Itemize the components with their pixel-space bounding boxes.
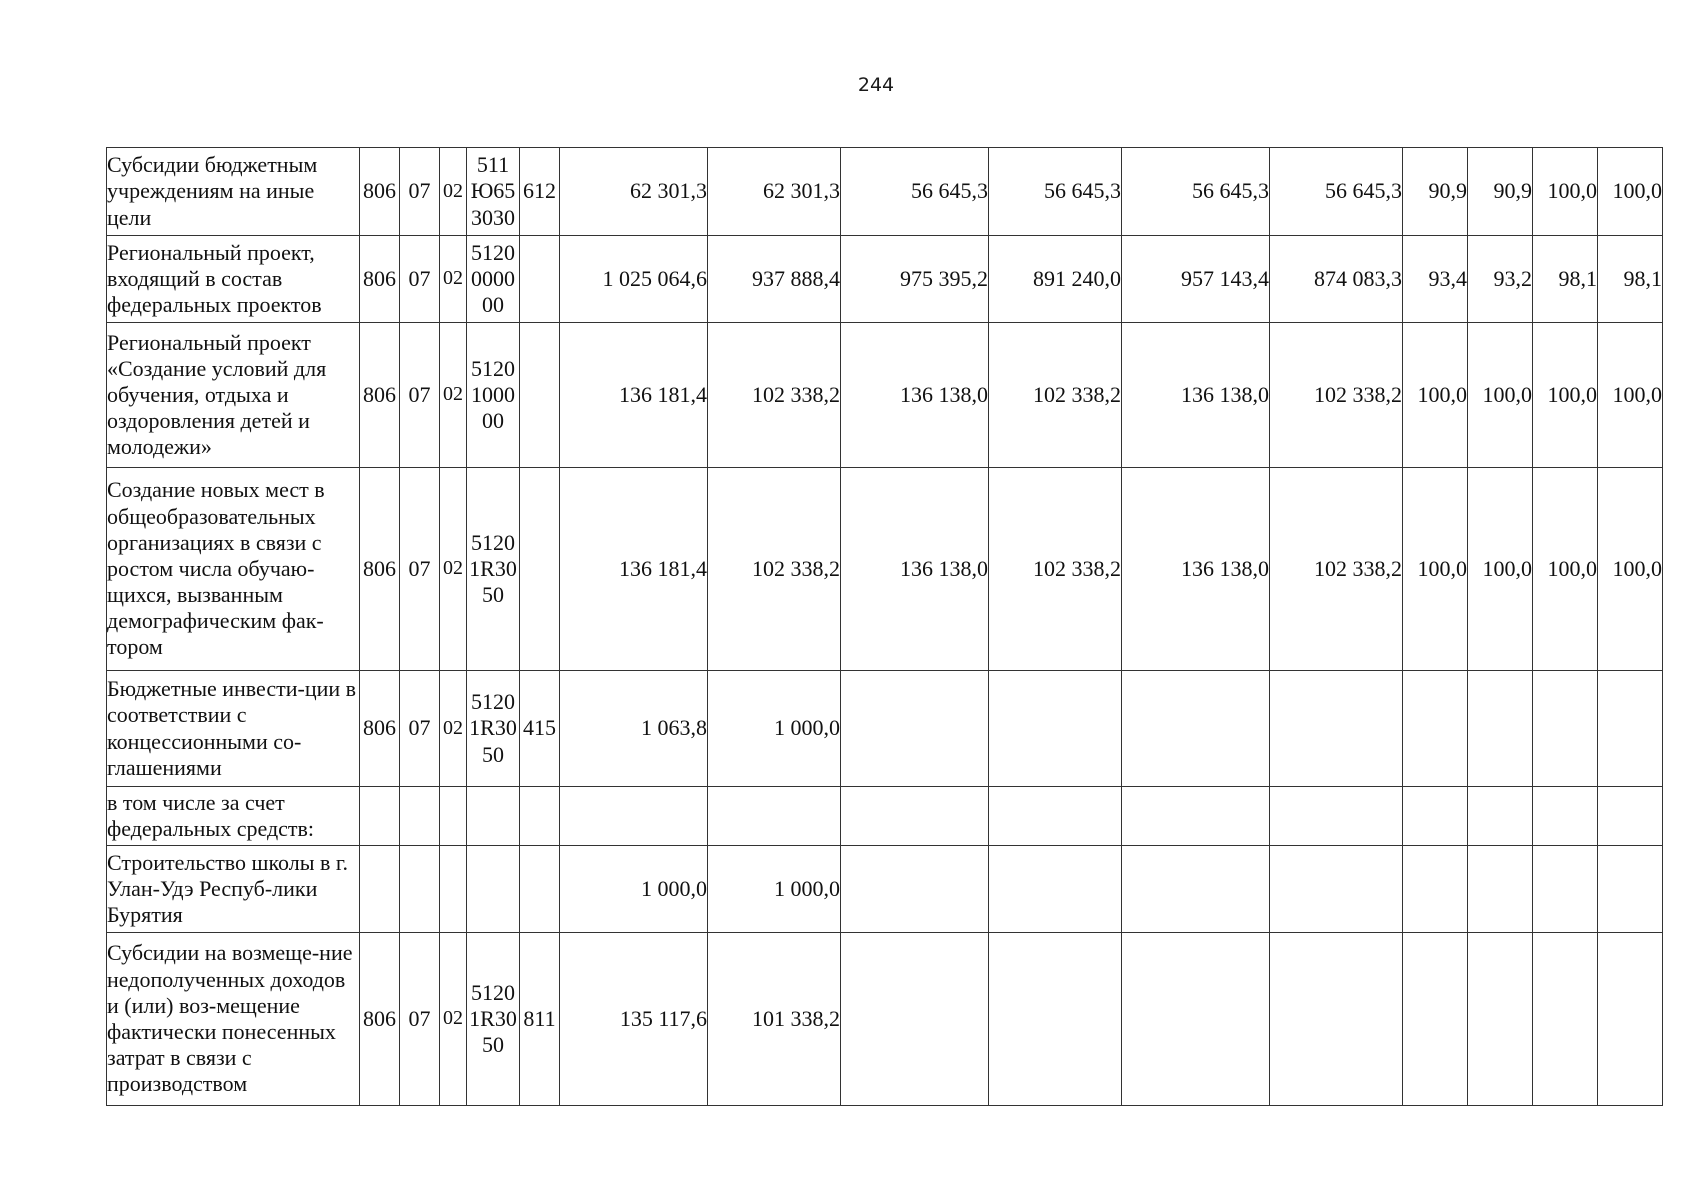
amount-cell: 891 240,0 [989, 236, 1122, 323]
percent-cell [1403, 933, 1468, 1106]
percent-cell [1403, 787, 1468, 846]
target-article-code [467, 846, 520, 933]
amount-cell: 56 645,3 [1270, 148, 1403, 236]
row-name: в том числе за счет федеральных средств: [107, 787, 360, 846]
expense-type-code [520, 236, 560, 323]
amount-cell: 102 338,2 [708, 468, 841, 671]
amount-cell [1122, 933, 1270, 1106]
amount-cell [560, 787, 708, 846]
target-article-part: 1R30 [469, 1005, 517, 1031]
amount-cell: 1 000,0 [708, 671, 841, 787]
percent-cell: 100,0 [1598, 148, 1663, 236]
percent-cell [1598, 933, 1663, 1106]
percent-cell: 100,0 [1468, 468, 1533, 671]
amount-cell [1122, 846, 1270, 933]
expense-type-code: 612 [520, 148, 560, 236]
section-code: 07 [400, 236, 440, 323]
amount-cell [1122, 671, 1270, 787]
amount-cell [841, 846, 989, 933]
amount-cell: 874 083,3 [1270, 236, 1403, 323]
percent-cell [1598, 787, 1663, 846]
percent-cell: 100,0 [1598, 323, 1663, 468]
table-row [107, 787, 1663, 846]
percent-cell: 100,0 [1533, 148, 1598, 236]
target-article-part: 50 [482, 741, 504, 767]
amount-cell [1270, 846, 1403, 933]
expense-type-code [520, 468, 560, 671]
percent-cell [1468, 933, 1533, 1106]
amount-cell: 102 338,2 [1270, 468, 1403, 671]
subsection-code [440, 846, 467, 933]
section-code: 07 [400, 323, 440, 468]
subsection-code [440, 787, 467, 846]
row-name: Субсидии бюджетным учреждениям на иные цели [107, 148, 360, 236]
target-article-code [467, 236, 520, 323]
amount-cell: 1 063,8 [560, 671, 708, 787]
expense-type-code [520, 846, 560, 933]
subsection-code: 02 [440, 671, 467, 787]
row-name: Региональный проект «Создание условий для обучения, отдыха и оздоровления детей и молодежи» [107, 323, 360, 468]
amount-cell: 136 181,4 [560, 323, 708, 468]
percent-cell [1403, 846, 1468, 933]
target-article-part: 5120 [471, 529, 515, 555]
grbs-code [360, 787, 400, 846]
section-code [400, 846, 440, 933]
percent-cell: 100,0 [1403, 323, 1468, 468]
table-row [107, 236, 1663, 323]
amount-cell: 56 645,3 [841, 148, 989, 236]
amount-cell: 136 138,0 [841, 323, 989, 468]
target-article-code [467, 671, 520, 787]
amount-cell: 975 395,2 [841, 236, 989, 323]
target-article-part: 5120 [471, 239, 515, 265]
expense-type-code [520, 323, 560, 468]
percent-cell [1403, 671, 1468, 787]
target-article-part: 50 [482, 1032, 504, 1058]
percent-cell: 98,1 [1598, 236, 1663, 323]
table-row [107, 323, 1663, 468]
amount-cell: 136 138,0 [1122, 323, 1270, 468]
percent-cell: 98,1 [1533, 236, 1598, 323]
target-article-code [467, 787, 520, 846]
target-article-part: 3030 [471, 204, 515, 230]
row-name: Региональный проект, входящий в состав федеральных проектов [107, 236, 360, 323]
target-article-part: 1R30 [469, 555, 517, 581]
percent-cell [1468, 846, 1533, 933]
amount-cell [1270, 787, 1403, 846]
target-article-code [467, 148, 520, 236]
expense-type-code [520, 787, 560, 846]
subsection-code: 02 [440, 236, 467, 323]
target-article-part: 00 [482, 408, 504, 434]
amount-cell: 102 338,2 [1270, 323, 1403, 468]
target-article-part: 5120 [471, 689, 515, 715]
amount-cell [1122, 787, 1270, 846]
grbs-code: 806 [360, 671, 400, 787]
amount-cell: 56 645,3 [989, 148, 1122, 236]
amount-cell: 56 645,3 [1122, 148, 1270, 236]
section-code: 07 [400, 148, 440, 236]
expense-type-code: 811 [520, 933, 560, 1106]
target-article-part: 0000 [471, 265, 515, 291]
target-article-code [467, 933, 520, 1106]
grbs-code [360, 846, 400, 933]
amount-cell: 101 338,2 [708, 933, 841, 1106]
amount-cell: 62 301,3 [560, 148, 708, 236]
subsection-code: 02 [440, 933, 467, 1106]
target-article-part: 00 [482, 292, 504, 318]
amount-cell: 1 025 064,6 [560, 236, 708, 323]
percent-cell: 100,0 [1598, 468, 1663, 671]
section-code: 07 [400, 468, 440, 671]
budget-table [106, 147, 1663, 1106]
target-article-part: Ю65 [470, 178, 516, 204]
page-number: 244 [857, 74, 895, 96]
percent-cell [1468, 787, 1533, 846]
row-name: Создание новых мест в общеобразовательных организациях в связи с ростом числа обучаю-щихся, вызванным демографическим фак-тором [107, 468, 360, 671]
percent-cell: 93,2 [1468, 236, 1533, 323]
amount-cell: 102 338,2 [989, 323, 1122, 468]
target-article-part: 50 [482, 582, 504, 608]
amount-cell [989, 933, 1122, 1106]
amount-cell [1270, 933, 1403, 1106]
amount-cell: 1 000,0 [708, 846, 841, 933]
amount-cell [841, 787, 989, 846]
table-row [107, 846, 1663, 933]
amount-cell: 136 181,4 [560, 468, 708, 671]
percent-cell: 100,0 [1403, 468, 1468, 671]
subsection-code: 02 [440, 468, 467, 671]
target-article-code [467, 468, 520, 671]
percent-cell: 100,0 [1533, 468, 1598, 671]
percent-cell [1533, 933, 1598, 1106]
percent-cell: 90,9 [1403, 148, 1468, 236]
grbs-code: 806 [360, 933, 400, 1106]
amount-cell [989, 671, 1122, 787]
row-name: Строительство школы в г. Улан-Удэ Респуб-лики Бурятия [107, 846, 360, 933]
percent-cell [1533, 787, 1598, 846]
target-article-part: 1000 [471, 381, 515, 407]
section-code: 07 [400, 671, 440, 787]
percent-cell [1598, 846, 1663, 933]
percent-cell: 93,4 [1403, 236, 1468, 323]
amount-cell [989, 846, 1122, 933]
section-code: 07 [400, 933, 440, 1106]
amount-cell: 937 888,4 [708, 236, 841, 323]
table-row [107, 468, 1663, 671]
percent-cell [1598, 671, 1663, 787]
section-code [400, 787, 440, 846]
amount-cell: 62 301,3 [708, 148, 841, 236]
row-name: Субсидии на возмеще-ние недополученных доходов и (или) воз-мещение фактически понесенных затрат в связи с производством [107, 933, 360, 1106]
target-article-part: 5120 [471, 355, 515, 381]
row-name: Бюджетные инвести-ции в соответствии с концессионными со-глашениями [107, 671, 360, 787]
percent-cell: 100,0 [1468, 323, 1533, 468]
percent-cell [1468, 671, 1533, 787]
amount-cell: 136 138,0 [841, 468, 989, 671]
grbs-code: 806 [360, 468, 400, 671]
percent-cell: 90,9 [1468, 148, 1533, 236]
amount-cell: 1 000,0 [560, 846, 708, 933]
amount-cell [841, 671, 989, 787]
percent-cell: 100,0 [1533, 323, 1598, 468]
amount-cell: 102 338,2 [708, 323, 841, 468]
grbs-code: 806 [360, 236, 400, 323]
target-article-part: 1R30 [469, 715, 517, 741]
expense-type-code: 415 [520, 671, 560, 787]
table-row [107, 933, 1663, 1106]
amount-cell: 136 138,0 [1122, 468, 1270, 671]
amount-cell: 957 143,4 [1122, 236, 1270, 323]
amount-cell [708, 787, 841, 846]
target-article-code [467, 323, 520, 468]
amount-cell [989, 787, 1122, 846]
percent-cell [1533, 671, 1598, 787]
target-article-part: 511 [476, 152, 510, 178]
table-row [107, 671, 1663, 787]
percent-cell [1533, 846, 1598, 933]
table-row [107, 148, 1663, 236]
amount-cell: 135 117,6 [560, 933, 708, 1106]
subsection-code: 02 [440, 148, 467, 236]
amount-cell [1270, 671, 1403, 787]
target-article-part: 5120 [471, 979, 515, 1005]
amount-cell [841, 933, 989, 1106]
grbs-code: 806 [360, 323, 400, 468]
subsection-code: 02 [440, 323, 467, 468]
grbs-code: 806 [360, 148, 400, 236]
amount-cell: 102 338,2 [989, 468, 1122, 671]
